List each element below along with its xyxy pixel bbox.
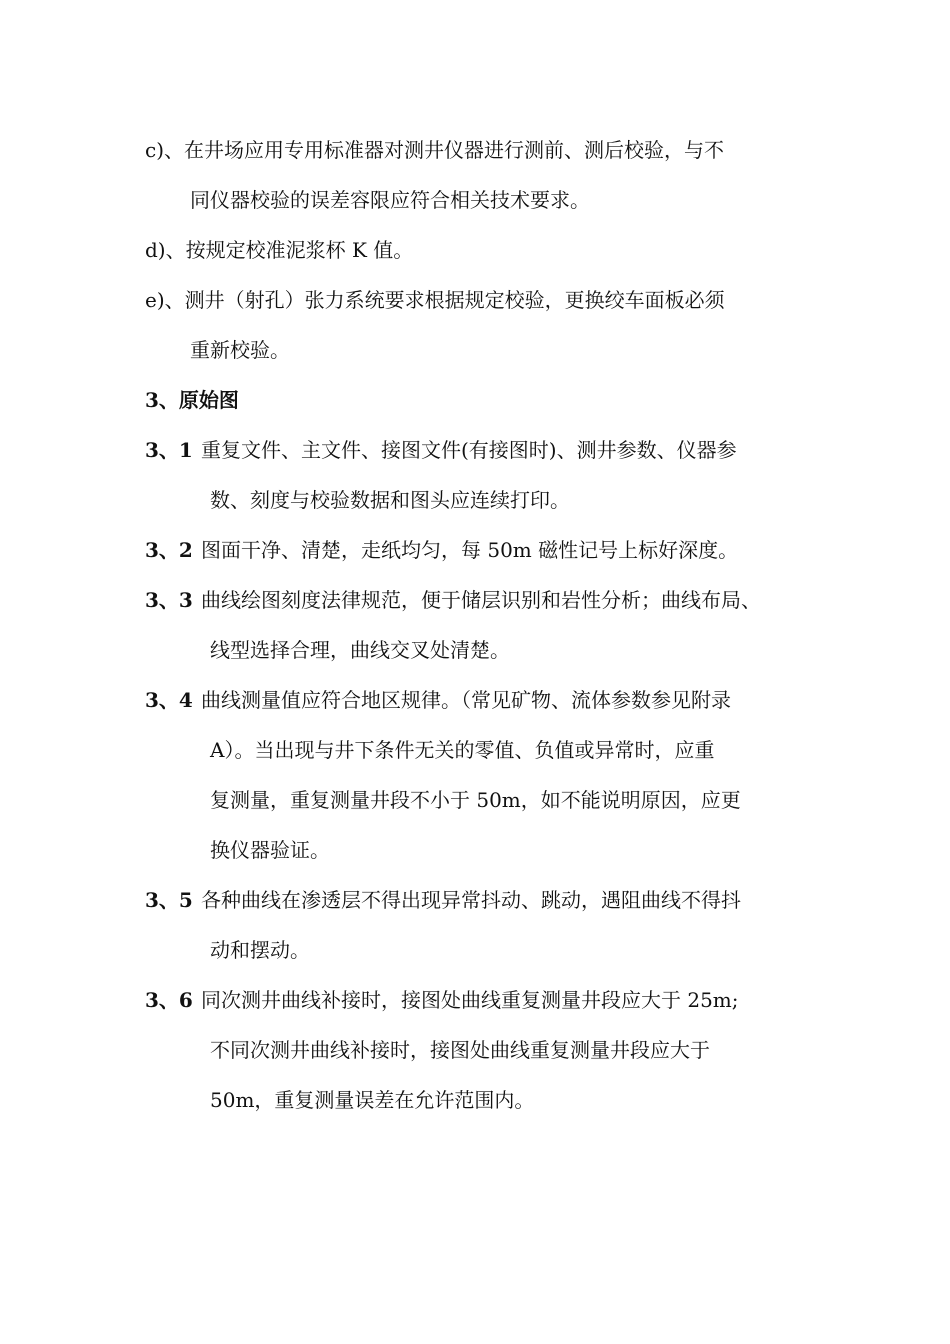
sub-3-5-line-2: 动和摆动。 [210, 938, 310, 962]
sub-3-6-line-1: 同次测井曲线补接时，接图处曲线重复测量井段应大于 25m; [201, 988, 739, 1012]
sub-3-2-line-1: 图面干净、清楚，走纸均匀，每 50m 磁性记号上标好深度。 [201, 538, 739, 562]
sub-3-6-line-3: 50m，重复测量误差在允许范围内。 [210, 1088, 535, 1112]
sub-3-1-line-2: 数、刻度与校验数据和图头应连续打印。 [210, 488, 570, 512]
sub-3-4-line-1: 曲线测量值应符合地区规律。（常见矿物、流体参数参见附录 [201, 688, 731, 712]
sub-3-1-line-1: 重复文件、主文件、接图文件(有接图时)、测井参数、仪器参 [201, 438, 737, 462]
sub-3-5-number: 3、5 [145, 888, 193, 912]
item-e-line-1: e)、测井（射孔）张力系统要求根据规定校验，更换绞车面板必须 [145, 288, 725, 312]
sub-3-4-line-4: 换仪器验证。 [210, 838, 330, 862]
item-c-line-1: c)、在井场应用专用标准器对测井仪器进行测前、测后校验，与不 [145, 138, 725, 162]
item-c-line-2: 同仪器校验的误差容限应符合相关技术要求。 [190, 188, 590, 212]
sub-3-3-number: 3、3 [145, 588, 193, 612]
item-e-line-2: 重新校验。 [190, 338, 290, 362]
sub-3-4-line-2: A）。当出现与井下条件无关的零值、负值或异常时，应重 [210, 738, 715, 762]
sub-3-4-number: 3、4 [145, 688, 193, 712]
sub-3-5-line-1: 各种曲线在渗透层不得出现异常抖动、跳动，遇阻曲线不得抖 [201, 888, 741, 912]
sub-3-4-line-3: 复测量，重复测量井段不小于 50m，如不能说明原因，应更 [210, 788, 741, 812]
sub-3-1-number: 3、1 [145, 438, 193, 462]
sub-3-3-line-2: 线型选择合理，曲线交叉处清楚。 [210, 638, 510, 662]
sub-3-6-line-2: 不同次测井曲线补接时，接图处曲线重复测量井段应大于 [210, 1038, 710, 1062]
sub-3-2-number: 3、2 [145, 538, 193, 562]
sub-3-3-line-1: 曲线绘图刻度法律规范，便于储层识别和岩性分析；曲线布局、 [201, 588, 761, 612]
item-d-line-1: d)、按规定校准泥浆杯 K 值。 [145, 238, 414, 262]
section-3-heading: 3、原始图 [145, 388, 239, 412]
sub-3-6-number: 3、6 [145, 988, 193, 1012]
